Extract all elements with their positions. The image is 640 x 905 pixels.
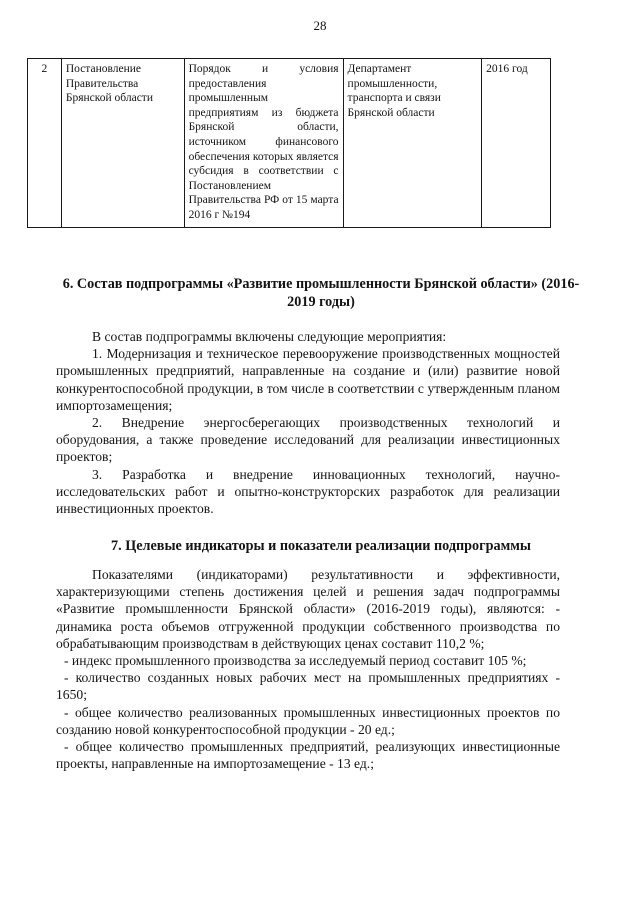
table-row <box>28 59 551 228</box>
section-6-item: 3. Разработка и внедрение инновационных технологий, научно-исследовательских работ и опытно-конструкторских разработок для реализации инвестиционных проектов. <box>56 466 560 517</box>
document-description-cell: Порядок и условия предоставления промышленным предприятиям из бюджета Брянской области, источником финансового обеспечения которых является субсидия в соответствии с Постановлением Правительства РФ от 15 марта 2016 г №194 <box>184 59 343 228</box>
legal-acts-table <box>27 58 551 228</box>
page-number: 28 <box>313 18 327 33</box>
section-7-intro: Показателями (индикаторами) результативности и эффективности, характеризующими степень достижения целей и решения задач подпрограммы «Развитие промышленности Брянской области» (2016-2019 годы), являются: - динамика роста объемов отгруженной продукции собственного производства по обрабатывающим производствам в действующих ценах составит 110,2 %; <box>56 567 560 651</box>
adoption-year-cell: 2016 год <box>482 59 551 228</box>
section-7-item: - индекс промышленного производства за исследуемый период составит 105 %; <box>64 653 527 669</box>
section-7-item: - количество созданных новых рабочих мест на промышленных предприятиях - 1650; <box>56 670 560 703</box>
section-6-heading: 6. Состав подпрограммы «Развитие промышленности Брянской области» (2016-2019 годы) <box>62 276 580 310</box>
document-type-cell: Постановление Правительства Брянской области <box>61 59 184 228</box>
section-7-item: - общее количество промышленных предприятий, реализующих инвестиционные проекты, направленные на импортозамещение - 13 ед.; <box>56 739 560 772</box>
section-7-heading: 7. Целевые индикаторы и показатели реализации подпрограммы <box>111 538 531 554</box>
section-6-item: 1. Модернизация и техническое перевооружение производственных мощностей промышленных предприятий, направленные на создание и (или) развитие новой конкурентоспособной продукции, в том числе в соответствии с утвержденным планом импортозамещения; <box>56 346 560 413</box>
row-number-cell: 2 <box>28 59 62 228</box>
section-6-body <box>56 328 560 517</box>
section-6-intro: В состав подпрограммы включены следующие мероприятия: <box>92 329 447 344</box>
section-6-item: 2. Внедрение энергосберегающих производственных технологий и оборудования, а также проведение исследований для реализации инвестиционных проектов; <box>56 415 560 465</box>
section-7-item: - общее количество реализованных промышленных инвестиционных проектов по созданию новой конкурентоспособной продукции - 20 ед.; <box>56 704 560 737</box>
responsible-department-cell: Департамент промышленности, транспорта и связи Брянской области <box>343 59 482 228</box>
section-7-body <box>56 566 560 772</box>
